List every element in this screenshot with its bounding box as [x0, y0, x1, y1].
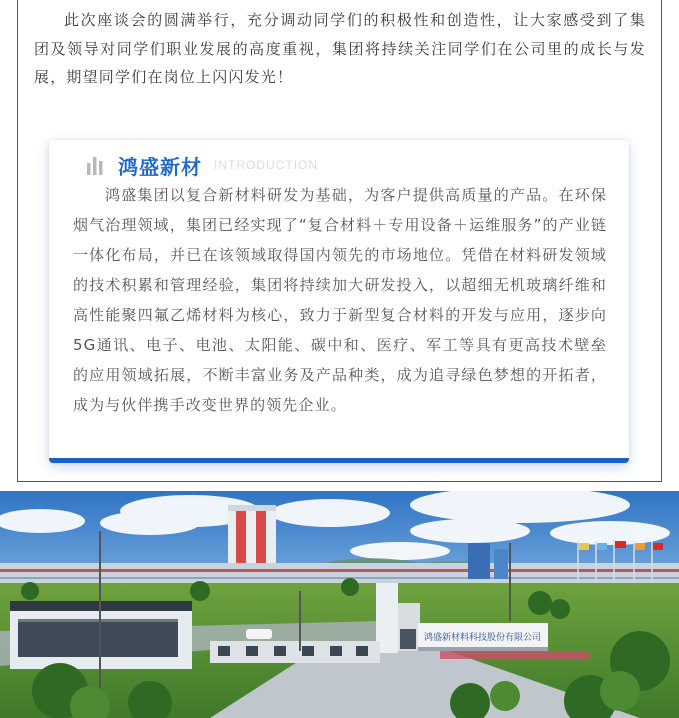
card-accent-bar: [49, 458, 629, 463]
card-header: [86, 150, 318, 180]
factory-photo-illustration: [0, 491, 679, 718]
gate-sign-text: 鸿盛新材料科技股份有限公司: [424, 633, 542, 643]
bar-chart-icon: [86, 155, 106, 175]
factory-campus-photo: [0, 491, 679, 718]
intro-paragraph: 此次座谈会的圆满举行，充分调动同学们的积极性和创造性，让大家感受到了集团及领导对同学们职业发展的高度重视，集团将持续关注同学们在公司里的成长与发展，期望同学们在岗位上闪闪发光！: [34, 11, 646, 86]
card-body-text: 鸿盛集团以复合新材料研发为基础，为客户提供高质量的产品。在环保烟气治理领域，集团已经实现了“复合材料＋专用设备＋运维服务”的产业链一体化布局，并已在该领域取得国内领先的市场地位。凭借在材料研发领域的技术积累和管理经验，集团将持续加大研发投入，以超细无机玻璃纤维和高性能聚四氟乙烯材料为核心，致力于新型复合材料的开发与应用，逐步向5G通讯、电子、电池、太阳能、碳中和、医疗、军工等具有更高技术壁垒的应用领域拓展，不断丰富业务及产品种类，成为追寻绿色梦想的开拓者，成为与伙伴携手改变世界的领先企业。: [73, 186, 607, 414]
card-title: 鸿盛新材: [118, 154, 202, 179]
company-intro-card: [49, 140, 629, 463]
card-subtitle: INTRODUCTION: [214, 158, 318, 172]
company-sign: [418, 623, 548, 651]
